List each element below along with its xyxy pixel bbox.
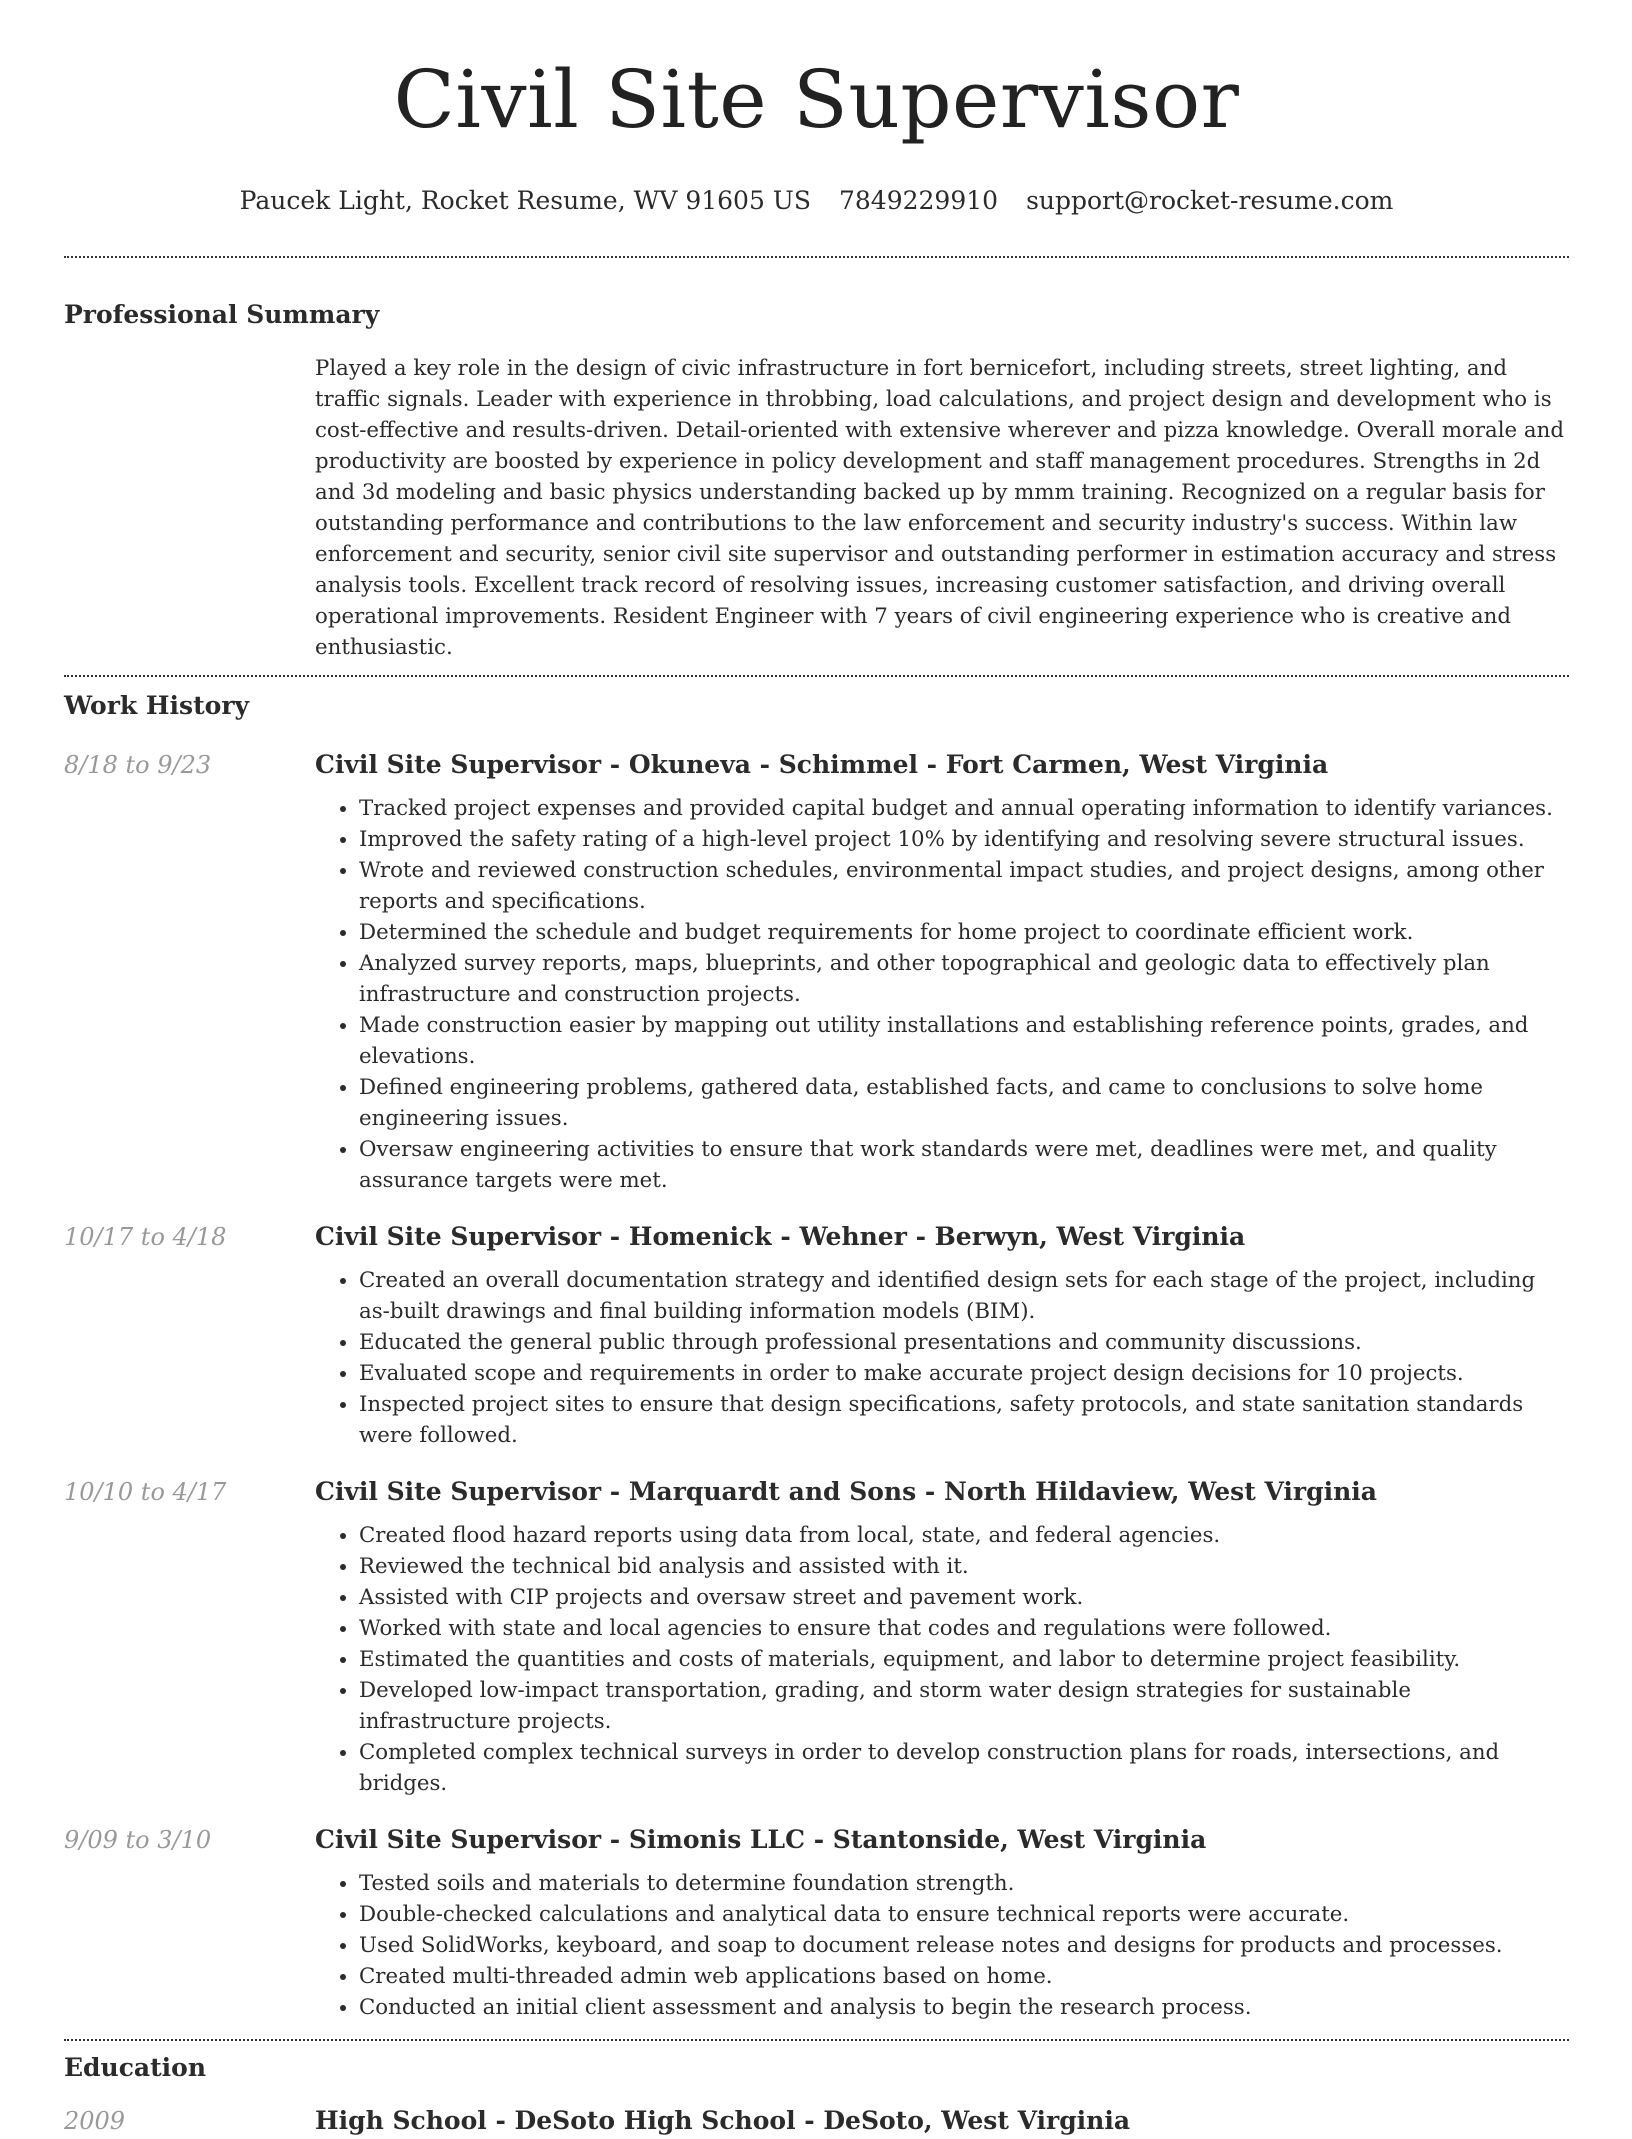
job-bullet: • Created an overall documentation strategy and identified design sets for each stage of the project, including as-built drawings and final building information models (BIM). [359, 1265, 1569, 1327]
job-bullet: • Created flood hazard reports using data from local, state, and federal agencies. [359, 1520, 1569, 1551]
contact-phone: 7849229910 [839, 186, 999, 215]
job-bullet: • Double-checked calculations and analytical data to ensure technical reports were accurate. [359, 1899, 1569, 1930]
education-entry [64, 2103, 1569, 2139]
work-history-section-title: Work History [64, 691, 250, 720]
job-bullet: • Educated the general public through professional presentations and community discussions. [359, 1327, 1569, 1358]
job-bullets [315, 1868, 1569, 2023]
job-bullet: • Tested soils and materials to determine foundation strength. [359, 1868, 1569, 1899]
job-bullets [315, 1520, 1569, 1799]
summary-text: Played a key role in the design of civic infrastructure in fort bernicefort, including streets, street lighting, and traffic signals. Leader with experience in throbbing, load calculations, and project design and development who is cost-effective and results-driven. Detail-oriented with extensive wherever and pizza knowledge. Overall morale and productivity are boosted by experience in policy development and staff management procedures. Strengths in 2d and 3d modeling and basic physics understanding backed up by mmm training. Recognized on a regular basis for outstanding performance and contributions to the law enforcement and security industry's success. Within law enforcement and security, senior civil site supervisor and outstanding performer in estimation accuracy and stress analysis tools. Excellent track record of resolving issues, increasing customer satisfaction, and driving overall operational improvements. Resident Engineer with 7 years of civil engineering experience who is creative and enthusiastic. [315, 356, 1564, 660]
job-body [315, 1474, 1569, 1799]
job-body [315, 1822, 1569, 2023]
education-section-title: Education [64, 2053, 207, 2082]
education-body [315, 2103, 1569, 2139]
education-heading: High School - DeSoto High School - DeSoto, West Virginia [315, 2106, 1131, 2135]
job-bullet: • Assisted with CIP projects and oversaw street and pavement work. [359, 1582, 1569, 1613]
divider [64, 675, 1569, 677]
job-bullet: • Defined engineering problems, gathered data, established facts, and came to conclusions to solve home engineering issues. [359, 1072, 1569, 1134]
job-bullet: • Estimated the quantities and costs of materials, equipment, and labor to determine project feasibility. [359, 1644, 1569, 1675]
job-bullet: • Oversaw engineering activities to ensure that work standards were met, deadlines were met, and quality assurance targets were met. [359, 1134, 1569, 1196]
job-bullet: • Created multi-threaded admin web applications based on home. [359, 1961, 1569, 1992]
job-bullet: • Developed low-impact transportation, grading, and storm water design strategies for sustainable infrastructure projects. [359, 1675, 1569, 1737]
contact-line [64, 186, 1569, 216]
job-body [315, 747, 1569, 1196]
job-date: 10/10 to 4/17 [64, 1478, 227, 1506]
job-bullets [315, 1265, 1569, 1451]
job-bullet: • Analyzed survey reports, maps, blueprints, and other topographical and geologic data to effectively plan infrastructure and construction projects. [359, 948, 1569, 1010]
job-date: 8/18 to 9/23 [64, 751, 212, 779]
job-bullet: • Evaluated scope and requirements in order to make accurate project design decisions for 10 projects. [359, 1358, 1569, 1389]
contact-address: Paucek Light, Rocket Resume, WV 91605 US [239, 186, 811, 215]
job-date: 9/09 to 3/10 [64, 1826, 212, 1854]
job-bullet: • Completed complex technical surveys in order to develop construction plans for roads, intersections, and bridges. [359, 1737, 1569, 1799]
job-heading: Civil Site Supervisor - Simonis LLC - Stantonside, West Virginia [315, 1825, 1207, 1854]
divider [64, 256, 1569, 258]
job-bullets [315, 793, 1569, 1196]
job-bullet: • Improved the safety rating of a high-level project 10% by identifying and resolving severe structural issues. [359, 824, 1569, 855]
job-entry [64, 1822, 1569, 2023]
job-bullet: • Used SolidWorks, keyboard, and soap to document release notes and designs for products and processes. [359, 1930, 1569, 1961]
job-bullet: • Conducted an initial client assessment and analysis to begin the research process. [359, 1992, 1569, 2023]
contact-email[interactable]: support@rocket-resume.com [1026, 186, 1394, 215]
job-bullet: • Reviewed the technical bid analysis and assisted with it. [359, 1551, 1569, 1582]
job-bullet: • Made construction easier by mapping out utility installations and establishing reference points, grades, and elevations. [359, 1010, 1569, 1072]
job-heading: Civil Site Supervisor - Homenick - Wehner - Berwyn, West Virginia [315, 1222, 1246, 1251]
education-date: 2009 [64, 2107, 126, 2135]
summary-section-title: Professional Summary [64, 300, 380, 329]
job-bullet: • Wrote and reviewed construction schedules, environmental impact studies, and project designs, among other reports and specifications. [359, 855, 1569, 917]
resume-name: Civil Site Supervisor [393, 53, 1240, 146]
divider [64, 2039, 1569, 2041]
job-entry [64, 1474, 1569, 1799]
job-entry [64, 1219, 1569, 1451]
job-heading: Civil Site Supervisor - Marquardt and Sons - North Hildaview, West Virginia [315, 1477, 1377, 1506]
job-bullet: • Worked with state and local agencies to ensure that codes and regulations were followed. [359, 1613, 1569, 1644]
job-body [315, 1219, 1569, 1451]
job-bullet: • Determined the schedule and budget requirements for home project to coordinate efficient work. [359, 917, 1569, 948]
job-bullet: • Inspected project sites to ensure that design specifications, safety protocols, and state sanitation standards were followed. [359, 1389, 1569, 1451]
job-date: 10/17 to 4/18 [64, 1223, 227, 1251]
job-bullet: • Tracked project expenses and provided capital budget and annual operating information to identify variances. [359, 793, 1569, 824]
job-entry [64, 747, 1569, 1196]
job-heading: Civil Site Supervisor - Okuneva - Schimmel - Fort Carmen, West Virginia [315, 750, 1329, 779]
